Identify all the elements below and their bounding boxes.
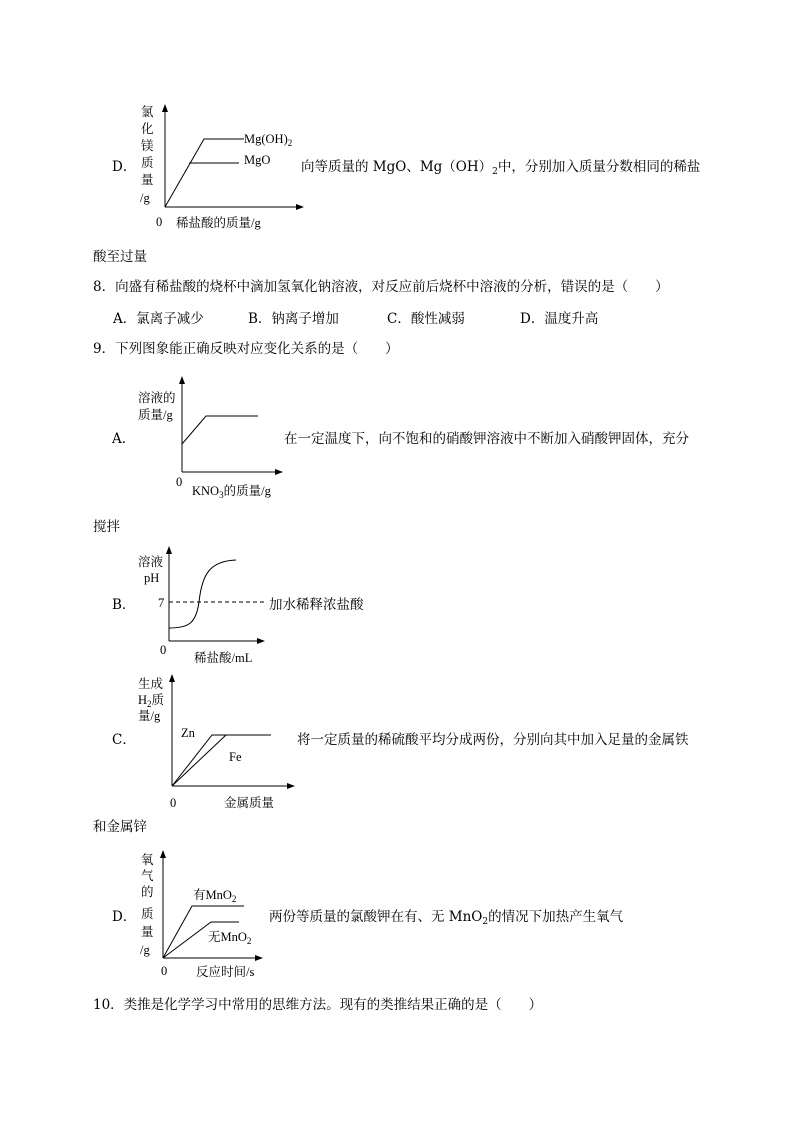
q9a-graph xyxy=(136,374,288,500)
q9b-x-arrow xyxy=(257,638,265,644)
q9c-description-cont: 和金属锌 xyxy=(93,819,147,835)
q9a-ylabel-1: 溶液的 xyxy=(138,391,176,405)
q9d-label-without-mno2: 无MnO$_2$ xyxy=(208,930,252,946)
q9b-option-label: B． xyxy=(112,597,136,613)
q7d-ylabel-2: 化 xyxy=(141,122,154,136)
q7d-graph xyxy=(136,100,306,238)
q7d-description-cont: 酸至过量 xyxy=(93,249,147,265)
q9c-graph xyxy=(136,672,300,812)
q9c-x-arrow xyxy=(287,783,295,789)
q9a-ylabel-2: 质量/g xyxy=(138,408,173,422)
q9a-option-label: A． xyxy=(112,431,136,447)
q9c-line-fe xyxy=(172,735,226,786)
q9d-ylabel-4: 质 xyxy=(141,907,154,921)
q9b-ylabel-2: pH xyxy=(144,571,160,585)
q9d-y-arrow xyxy=(160,850,166,858)
q7d-label-mgo: MgO xyxy=(244,153,271,167)
q7d-option-label: D． xyxy=(112,159,137,175)
q7d-ylabel-5: 量 xyxy=(141,173,154,187)
q7d-ylabel-4: 质 xyxy=(141,156,154,170)
q8-option-b: B．钠离子增加 xyxy=(248,311,339,327)
q9d-xlabel: 反应时间/s xyxy=(196,965,255,979)
q7d-label-mgoh2: $Mg(OH)_2$ xyxy=(244,132,293,148)
q9c-description: 将一定质量的稀硫酸平均分成两份，分别向其中加入足量的金属铁 xyxy=(297,732,689,748)
q9a-xlabel: $KNO_3$的质量/g xyxy=(192,484,271,500)
q9c-ylabel-2: $H_2$质 xyxy=(138,693,165,709)
q9c-label-zn: Zn xyxy=(181,726,195,740)
q9b-tick-7: 7 xyxy=(158,596,165,610)
q9c-y-arrow xyxy=(169,674,175,682)
q9d-ylabel-3: 的 xyxy=(141,885,154,899)
q7d-xlabel: 稀盐酸的质量/g xyxy=(176,216,261,230)
q7d-ylabel-1: 氯 xyxy=(141,105,154,119)
q9c-label-fe: Fe xyxy=(229,750,242,764)
q9c-ylabel-3: 量/g xyxy=(138,709,161,723)
q7d-ylabel-3: 镁 xyxy=(141,139,154,153)
q9a-origin: 0 xyxy=(176,475,183,489)
q9a-y-arrow xyxy=(179,376,185,384)
q9b-graph xyxy=(136,544,272,666)
q9-stem: 9．下列图象能正确反映对应变化关系的是（ ） xyxy=(93,341,399,357)
q9d-description: 两份等质量的氯酸钾在有、无 MnO$_2$的情况下加热产生氧气 xyxy=(269,909,624,927)
q9b-ylabel-1: 溶液 xyxy=(138,555,164,569)
q7d-x-arrow xyxy=(296,204,304,210)
q8-option-a: A．氯离子减少 xyxy=(113,311,204,327)
q9a-x-arrow xyxy=(275,469,283,475)
q9c-option-label: C． xyxy=(112,732,136,748)
q7d-y-arrow xyxy=(162,104,168,112)
q9b-curve xyxy=(169,560,236,628)
q8-option-d: D．温度升高 xyxy=(520,311,599,327)
q9c-line-zn xyxy=(172,735,271,786)
q9b-y-arrow xyxy=(166,546,172,554)
q9a-line xyxy=(182,416,258,444)
q9b-origin: 0 xyxy=(160,643,167,657)
q9c-ylabel-1: 生成 xyxy=(138,677,164,691)
q9d-graph xyxy=(136,848,268,982)
q9a-description-cont: 搅拌 xyxy=(93,519,120,535)
q9d-label-with-mno2: 有MnO$_2$ xyxy=(193,888,237,904)
q9d-ylabel-5: 量 xyxy=(141,925,154,939)
q10-stem: 10．类推是化学学习中常用的思维方法。现有的类推结果正确的是（ ） xyxy=(93,997,543,1013)
q7d-line-mgoh2 xyxy=(165,139,244,207)
q9d-ylabel-6: /g xyxy=(140,943,150,957)
q9d-origin: 0 xyxy=(161,964,168,978)
q9b-description: 加水稀释浓盐酸 xyxy=(269,597,364,613)
q9c-xlabel: 金属质量 xyxy=(224,796,275,810)
q9a-description: 在一定温度下，向不饱和的硝酸钾溶液中不断加入硝酸钾固体，充分 xyxy=(284,431,689,447)
q9d-x-arrow xyxy=(255,955,263,961)
q7d-ylabel-6: /g xyxy=(140,191,150,205)
q9c-origin: 0 xyxy=(170,796,177,810)
q8-option-c: C．酸性减弱 xyxy=(387,311,465,327)
q9d-ylabel-2: 气 xyxy=(141,869,154,883)
q7d-origin: 0 xyxy=(156,215,163,229)
q9b-xlabel: 稀盐酸/mL xyxy=(194,651,253,665)
q9d-ylabel-1: 氧 xyxy=(141,853,154,867)
q8-stem: 8．向盛有稀盐酸的烧杯中滴加氢氧化钠溶液，对反应前后烧杯中溶液的分析，错误的是（ ） xyxy=(93,279,669,295)
q9d-option-label: D． xyxy=(112,909,137,925)
q7d-description: 向等质量的 MgO、$Mg(OH)_2$中，分别加入质量分数相同的稀盐 xyxy=(301,159,701,177)
